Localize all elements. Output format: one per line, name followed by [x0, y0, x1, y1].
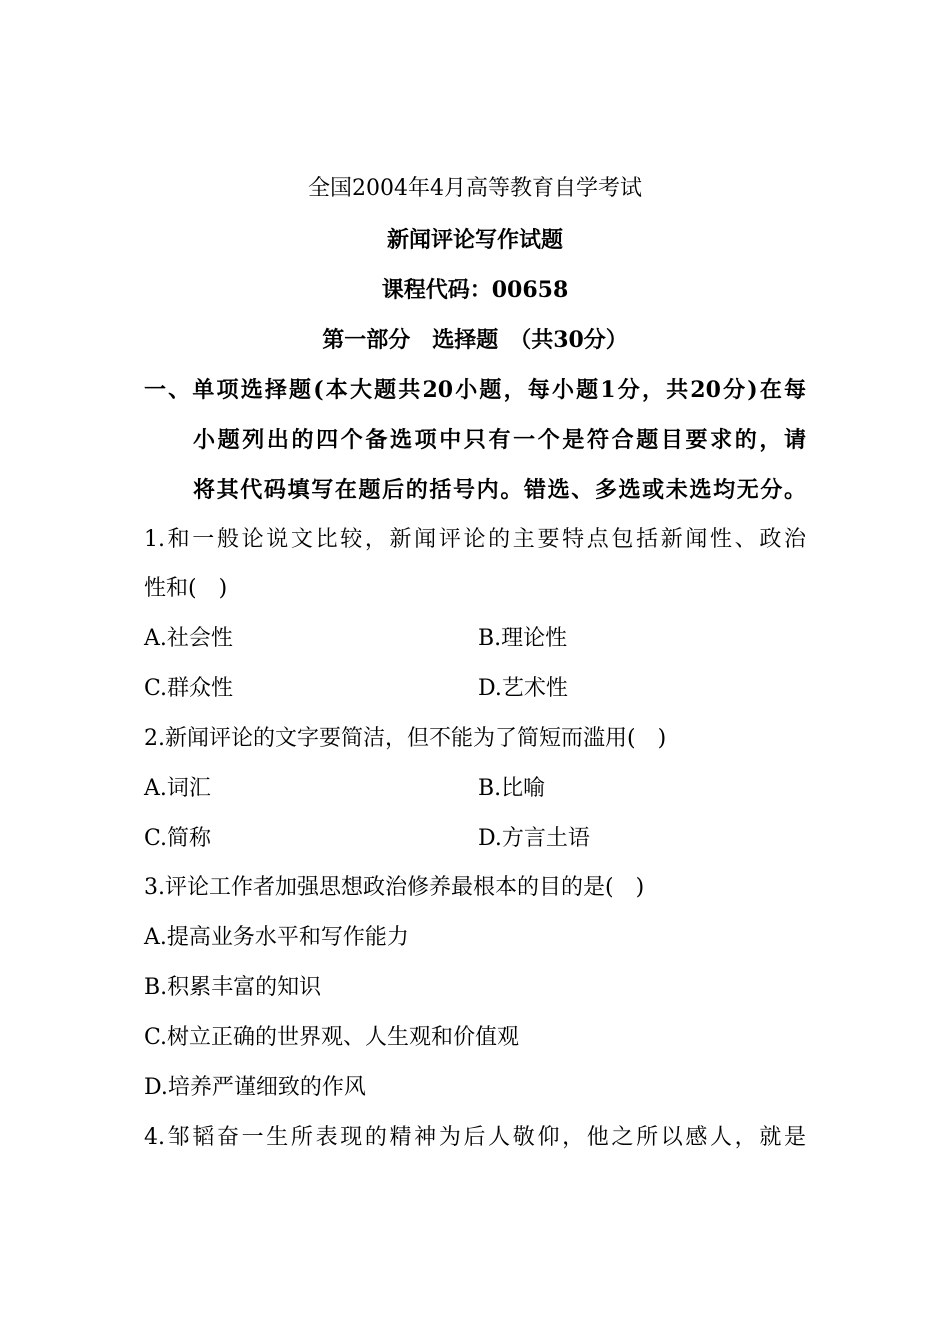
question-3-option-c: C.树立正确的世界观、人生观和价值观 — [144, 1025, 520, 1050]
question-2-option-a: A.词汇 — [144, 776, 211, 801]
question-2-option-c: C.简称 — [144, 826, 212, 851]
question-1-option-b: B.理论性 — [478, 626, 568, 651]
question-1-stem-line1: 1.和一般论说文比较，新闻评论的主要特点包括新闻性、政治 — [144, 527, 806, 552]
question-1-option-d: D.艺术性 — [478, 676, 568, 701]
question-3-stem: 3.评论工作者加强思想政治修养最根本的目的是( ) — [144, 875, 645, 900]
question-2-option-d: D.方言土语 — [478, 826, 590, 851]
section-instructions-line3: 将其代码填写在题后的括号内。错选、多选或未选均无分。 — [193, 477, 806, 503]
question-4-stem-line1: 4.邹韬奋一生所表现的精神为后人敬仰，他之所以感人，就是 — [144, 1125, 806, 1150]
question-3-option-a: A.提高业务水平和写作能力 — [144, 925, 409, 950]
exam-title: 全国2004年4月高等教育自学考试 — [308, 176, 642, 201]
section-instructions-line2: 小题列出的四个备选项中只有一个是符合题目要求的，请 — [193, 427, 806, 453]
question-3-option-b: B.积累丰富的知识 — [144, 975, 322, 1000]
question-1-option-c: C.群众性 — [144, 676, 234, 701]
question-2-option-b: B.比喻 — [478, 776, 546, 801]
question-1-option-a: A.社会性 — [144, 626, 233, 651]
question-2-stem: 2.新闻评论的文字要简洁，但不能为了简短而滥用( ) — [144, 726, 667, 751]
course-code: 课程代码：00658 — [381, 277, 569, 303]
part-title: 第一部分 选择题 （共30分） — [322, 327, 628, 353]
section-instructions-line1: 一、单项选择题(本大题共20小题，每小题1分，共20分)在每 — [144, 377, 806, 403]
question-3-option-d: D.培养严谨细致的作风 — [144, 1075, 366, 1100]
question-1-stem-line2: 性和( ) — [144, 576, 228, 601]
subject-title: 新闻评论写作试题 — [386, 227, 563, 253]
